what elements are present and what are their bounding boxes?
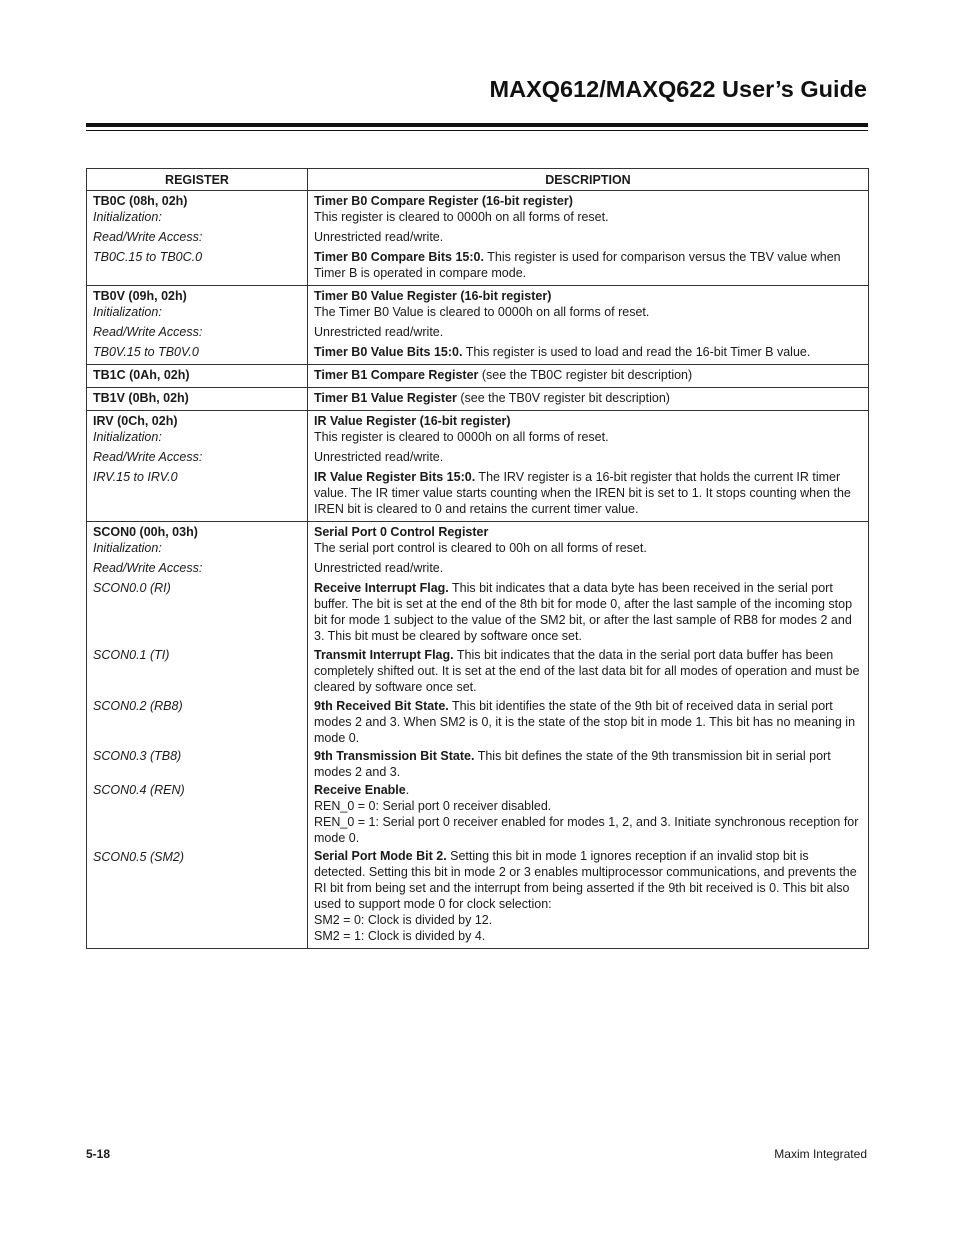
bit-text: Setting this bit in mode 1 ignores reception if an invalid stop bit is detected. Setting this bit in mode 2 or 3 enables multiprocessor communications, and prevents the RI bit from being set and the interrupt from being asserted if the 9th bit received is 0. This bit also used to support mode 0 for clock selection:	[314, 849, 857, 911]
page-number: 5-18	[86, 1147, 111, 1161]
header-rule-thin	[86, 130, 868, 131]
description-text	[314, 698, 862, 746]
bit-text: The IRV register is a 16-bit register that holds the current IR timer value. The IR timer value starts counting when the IREN bit is set to 1. It stops counting when the IREN bit is cleared to 0 and retains the current timer value.	[314, 470, 851, 516]
bit-text: .	[405, 783, 410, 797]
column-header-register: REGISTER	[87, 169, 308, 191]
description-text	[314, 647, 862, 695]
description-cell	[308, 388, 869, 411]
description-title: Timer B1 Value Register	[314, 391, 457, 405]
field-label: SCON0.4 (REN)	[93, 783, 185, 797]
field-label: SCON0.1 (TI)	[93, 648, 170, 662]
description-text: SM2 = 0: Clock is divided by 12.	[314, 913, 493, 927]
register-name: TB1V (0Bh, 02h)	[93, 391, 189, 405]
field-label: SCON0.3 (TB8)	[93, 749, 182, 763]
description-title: Timer B0 Compare Register (16-bit register)	[314, 194, 573, 208]
bit-title: 9th Received Bit State.	[314, 699, 449, 713]
bit-title: Receive Interrupt Flag.	[314, 581, 449, 595]
description-text	[314, 848, 862, 912]
company-name: Maxim Integrated	[774, 1147, 867, 1161]
register-name: TB1C (0Ah, 02h)	[93, 368, 190, 382]
register-name: TB0C (08h, 02h)	[93, 194, 188, 208]
bit-title: 9th Transmission Bit State.	[314, 749, 475, 763]
description-text: This register is cleared to 0000h on all forms of reset.	[314, 210, 609, 224]
field-label: Initialization:	[93, 541, 162, 555]
description-cell	[308, 191, 869, 286]
field-label: SCON0.5 (SM2)	[93, 850, 184, 864]
description-cell	[308, 411, 869, 522]
bit-title: Serial Port Mode Bit 2.	[314, 849, 447, 863]
field-label: SCON0.0 (RI)	[93, 581, 171, 595]
description-text: REN_0 = 1: Serial port 0 receiver enabled for modes 1, 2, and 3. Initiate synchronous reception for mode 0.	[314, 815, 859, 845]
bit-title: Timer B0 Compare Bits 15:0.	[314, 250, 484, 264]
field-label: Read/Write Access:	[93, 450, 203, 464]
description-text: REN_0 = 0: Serial port 0 receiver disabled.	[314, 799, 552, 813]
page-title: MAXQ612/MAXQ622 User’s Guide	[489, 76, 867, 102]
table-row	[87, 411, 869, 522]
register-cell	[87, 191, 308, 286]
bit-title: Receive Enable	[314, 783, 406, 797]
table-header-row	[87, 169, 869, 191]
register-cell	[87, 388, 308, 411]
column-header-description: DESCRIPTION	[308, 169, 869, 191]
register-name: IRV (0Ch, 02h)	[93, 414, 178, 428]
field-label: TB0C.15 to TB0C.0	[93, 250, 203, 264]
field-label: IRV.15 to IRV.0	[93, 470, 178, 484]
bit-text: (see the TB0V register bit description)	[456, 391, 670, 405]
description-text	[314, 390, 862, 406]
description-text	[314, 344, 862, 360]
description-text	[314, 249, 862, 281]
description-title: Timer B0 Value Register (16-bit register)	[314, 289, 552, 303]
register-cell	[87, 365, 308, 388]
field-label: TB0V.15 to TB0V.0	[93, 345, 199, 359]
bit-title: Transmit Interrupt Flag.	[314, 648, 454, 662]
description-text: Unrestricted read/write.	[314, 325, 444, 339]
description-cell	[308, 365, 869, 388]
description-text	[314, 782, 862, 798]
description-title: IR Value Register (16-bit register)	[314, 414, 511, 428]
bit-text: (see the TB0C register bit description)	[478, 368, 693, 382]
table-row	[87, 286, 869, 365]
register-cell	[87, 522, 308, 949]
header-rule-thick	[86, 123, 868, 127]
register-cell	[87, 411, 308, 522]
bit-title: IR Value Register Bits 15:0.	[314, 470, 476, 484]
register-name: TB0V (09h, 02h)	[93, 289, 187, 303]
register-table	[86, 168, 869, 949]
bit-text: This bit indicates that the data in the serial port data buffer has been completely shifted out. It is set at the end of the last data bit for all modes of operation and must be cleared by software once set.	[314, 648, 860, 694]
description-text: The Timer B0 Value is cleared to 0000h on all forms of reset.	[314, 305, 650, 319]
description-title: Serial Port 0 Control Register	[314, 525, 489, 539]
field-label: Initialization:	[93, 430, 162, 444]
description-cell	[308, 522, 869, 949]
bit-text: This register is used to load and read the 16-bit Timer B value.	[462, 345, 811, 359]
description-text: SM2 = 1: Clock is divided by 4.	[314, 929, 486, 943]
description-text	[314, 367, 862, 383]
description-text	[314, 748, 862, 780]
field-label: Initialization:	[93, 305, 162, 319]
table-row	[87, 365, 869, 388]
field-label: Read/Write Access:	[93, 561, 203, 575]
field-label: SCON0.2 (RB8)	[93, 699, 183, 713]
table-row	[87, 522, 869, 949]
field-label: Initialization:	[93, 210, 162, 224]
description-text: Unrestricted read/write.	[314, 561, 444, 575]
bit-title: Timer B0 Value Bits 15:0.	[314, 345, 463, 359]
bit-text: This bit indicates that a data byte has been received in the serial port buffer. The bit is set at the end of the 8th bit for mode 0, after the last sample of the incoming stop bit for mode 1 subject to the value of the SM2 bit, or after the last sample of RB8 for modes 2 and 3. This bit must be cleared by software once set.	[314, 581, 853, 643]
description-text: Unrestricted read/write.	[314, 450, 444, 464]
description-text: The serial port control is cleared to 00h on all forms of reset.	[314, 541, 647, 555]
field-label: Read/Write Access:	[93, 325, 203, 339]
description-text: Unrestricted read/write.	[314, 230, 444, 244]
register-cell	[87, 286, 308, 365]
table-row	[87, 388, 869, 411]
bit-text: This register is used for comparison versus the TBV value when Timer B is operated in compare mode.	[314, 250, 841, 280]
table-row	[87, 191, 869, 286]
field-label: Read/Write Access:	[93, 230, 203, 244]
description-text: This register is cleared to 0000h on all forms of reset.	[314, 430, 609, 444]
description-title: Timer B1 Compare Register	[314, 368, 479, 382]
description-text	[314, 580, 862, 644]
bit-text: This bit identifies the state of the 9th bit of received data in serial port modes 2 and 3. When SM2 is 0, it is the state of the stop bit in mode 1. This bit has no meaning in mode 0.	[314, 699, 856, 745]
register-name: SCON0 (00h, 03h)	[93, 525, 198, 539]
bit-text: This bit defines the state of the 9th transmission bit in serial port modes 2 and 3.	[314, 749, 831, 779]
description-cell	[308, 286, 869, 365]
description-text	[314, 469, 862, 517]
